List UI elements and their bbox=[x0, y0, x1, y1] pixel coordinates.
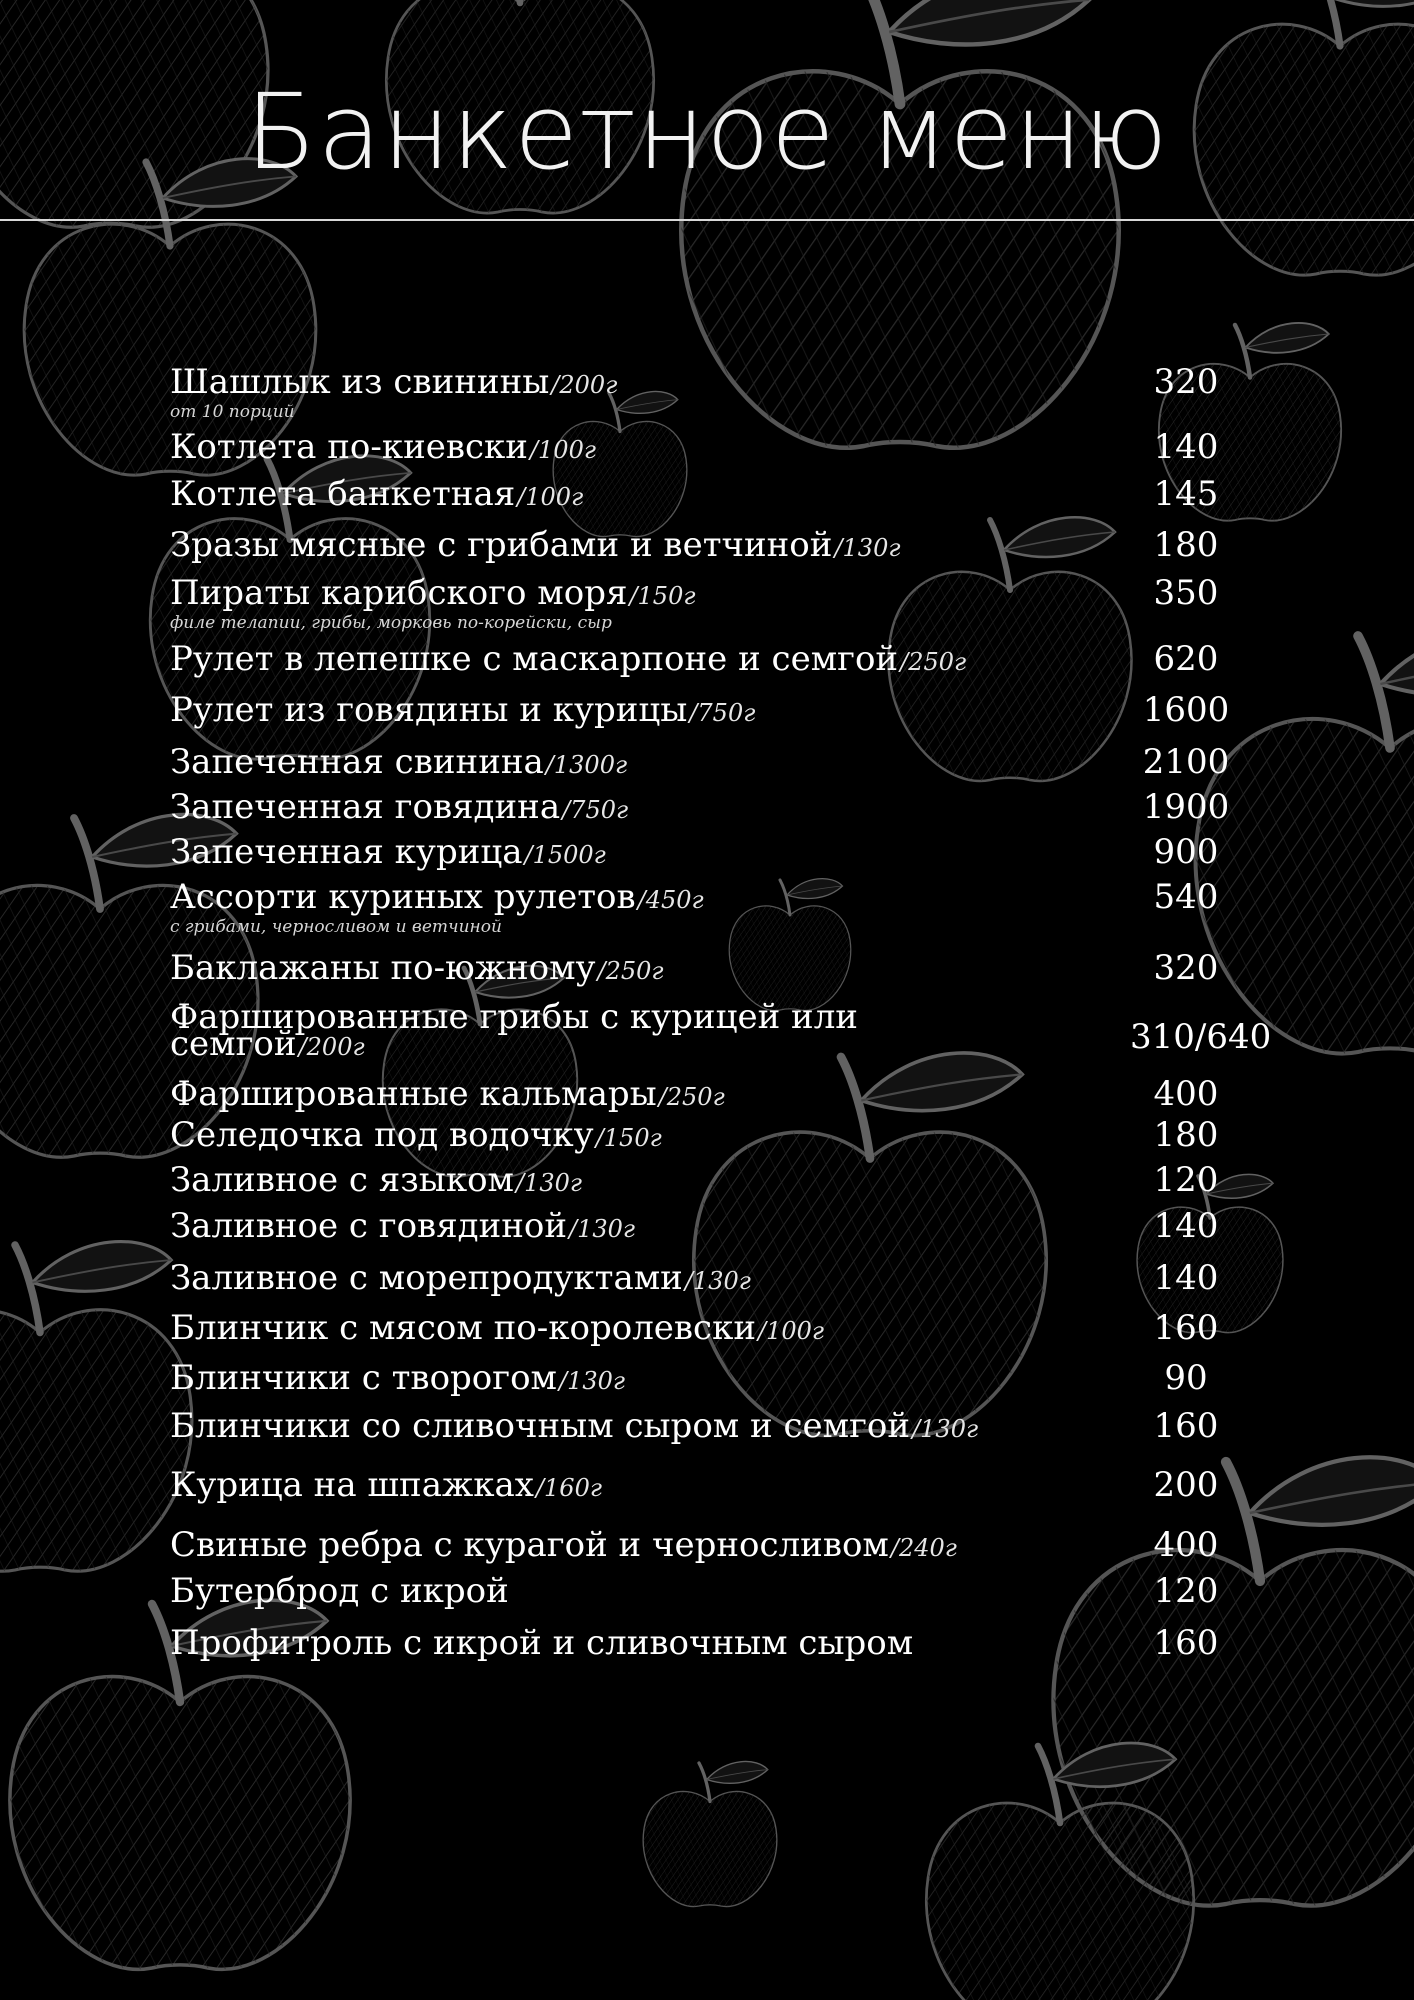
item-price: 160 bbox=[1153, 1623, 1219, 1663]
item-price: 400 bbox=[1153, 1525, 1219, 1565]
item-price: 320 bbox=[1153, 948, 1219, 988]
item-price: 310/640 bbox=[1130, 1017, 1272, 1057]
menu-item bbox=[170, 1465, 1280, 1505]
item-name bbox=[170, 997, 940, 1064]
menu-item bbox=[170, 832, 1280, 872]
menu-item bbox=[170, 525, 1280, 565]
item-name bbox=[170, 1308, 1280, 1348]
item-price: 160 bbox=[1153, 1406, 1219, 1446]
item-name bbox=[170, 362, 1280, 402]
item-name bbox=[170, 474, 1280, 514]
item-weight: /250г bbox=[658, 1083, 725, 1111]
menu-item bbox=[170, 997, 1280, 1064]
item-weight: /1500г bbox=[524, 841, 606, 869]
item-name-text: Селедочка под водочку bbox=[170, 1115, 594, 1155]
menu-item bbox=[170, 427, 1280, 467]
item-weight: /130г bbox=[515, 1169, 583, 1197]
item-price: 400 bbox=[1153, 1074, 1219, 1114]
item-weight: /130г bbox=[569, 1215, 636, 1243]
item-name-text: Бутерброд с икрой bbox=[170, 1571, 509, 1611]
item-name-text: Курица на шпажках bbox=[170, 1465, 534, 1505]
item-name-text: Запеченная говядина bbox=[170, 787, 561, 827]
item-name bbox=[170, 1623, 1280, 1663]
menu-item bbox=[170, 1115, 1280, 1155]
item-price: 900 bbox=[1153, 832, 1219, 872]
item-name bbox=[170, 877, 1280, 917]
item-price: 90 bbox=[1164, 1358, 1208, 1398]
item-name-text: Фаршированные грибы с курицей или семгой bbox=[170, 997, 858, 1064]
item-weight: /150г bbox=[595, 1124, 662, 1152]
item-price: 180 bbox=[1153, 1115, 1219, 1155]
item-description: филе телапии, грибы, морковь по-корейски, сыр bbox=[170, 613, 612, 633]
item-weight: /1300г bbox=[545, 751, 628, 779]
menu-item bbox=[170, 1308, 1280, 1348]
item-name bbox=[170, 1074, 1280, 1114]
menu-item bbox=[170, 1074, 1280, 1114]
item-weight: /130г bbox=[684, 1267, 751, 1295]
item-weight: /100г bbox=[529, 436, 596, 464]
item-name bbox=[170, 1571, 1280, 1611]
item-name-text: Рулет из говядины и курицы bbox=[170, 690, 688, 730]
page-title: Банкетное меню bbox=[245, 71, 1169, 193]
menu-item bbox=[170, 1160, 1280, 1200]
item-price: 140 bbox=[1153, 1258, 1219, 1298]
item-price: 120 bbox=[1153, 1571, 1219, 1611]
item-name-text: Запеченная курица bbox=[170, 832, 523, 872]
menu-item bbox=[170, 1206, 1280, 1246]
menu-item bbox=[170, 742, 1280, 782]
menu-item bbox=[170, 877, 1280, 937]
item-weight: /250г bbox=[597, 957, 664, 985]
menu-item bbox=[170, 1258, 1280, 1298]
item-price: 140 bbox=[1153, 427, 1219, 467]
item-name bbox=[170, 1406, 1280, 1446]
item-name-text: Блинчик с мясом по-королевски bbox=[170, 1308, 757, 1348]
item-name-text: Рулет в лепешке с маскарпоне и семгой bbox=[170, 639, 899, 679]
item-name-text: Заливное с морепродуктами bbox=[170, 1258, 683, 1298]
item-weight: /100г bbox=[517, 483, 584, 511]
item-weight: /200г bbox=[298, 1033, 365, 1061]
item-name-text: Баклажаны по-южному bbox=[170, 948, 596, 988]
menu-item bbox=[170, 1358, 1280, 1398]
menu-item bbox=[170, 474, 1280, 514]
item-price: 1600 bbox=[1142, 690, 1230, 730]
item-name-text: Котлета по-киевски bbox=[170, 427, 528, 467]
menu-item bbox=[170, 1623, 1280, 1663]
item-price: 620 bbox=[1153, 639, 1219, 679]
item-name bbox=[170, 1160, 1280, 1200]
item-name bbox=[170, 1115, 1280, 1155]
item-price: 120 bbox=[1153, 1160, 1219, 1200]
item-weight: /750г bbox=[562, 796, 629, 824]
item-name-text: Заливное с говядиной bbox=[170, 1206, 568, 1246]
item-weight: /250г bbox=[900, 648, 967, 676]
menu-item bbox=[170, 690, 1280, 730]
item-price: 540 bbox=[1153, 877, 1219, 917]
item-name bbox=[170, 639, 1280, 679]
item-name-text: Ассорти куриных рулетов bbox=[170, 877, 636, 917]
item-price: 180 bbox=[1153, 525, 1219, 565]
item-name bbox=[170, 1358, 1280, 1398]
item-name bbox=[170, 690, 1280, 730]
item-weight: /750г bbox=[689, 699, 756, 727]
item-name-text: Фаршированные кальмары bbox=[170, 1074, 657, 1114]
menu-item bbox=[170, 1571, 1280, 1611]
item-price: 160 bbox=[1153, 1308, 1219, 1348]
item-weight: /450г bbox=[637, 886, 704, 914]
item-name bbox=[170, 1465, 1280, 1505]
menu-item bbox=[170, 639, 1280, 679]
item-name bbox=[170, 948, 1280, 988]
item-weight: /240г bbox=[890, 1534, 957, 1562]
item-name-text: Блинчики с творогом bbox=[170, 1358, 557, 1398]
menu-item bbox=[170, 948, 1280, 988]
title-divider bbox=[0, 219, 1414, 221]
menu-item bbox=[170, 573, 1280, 633]
item-name-text: Пираты карибского моря bbox=[170, 573, 628, 613]
menu-item bbox=[170, 787, 1280, 827]
item-name bbox=[170, 427, 1280, 467]
item-price: 200 bbox=[1153, 1465, 1219, 1505]
item-price: 145 bbox=[1153, 474, 1219, 514]
item-name bbox=[170, 1258, 1280, 1298]
item-weight: /160г bbox=[535, 1474, 602, 1502]
item-name bbox=[170, 832, 1280, 872]
item-description: с грибами, черносливом и ветчиной bbox=[170, 917, 502, 937]
menu-item bbox=[170, 1406, 1280, 1446]
item-name-text: Котлета банкетная bbox=[170, 474, 516, 514]
item-name-text: Заливное с языком bbox=[170, 1160, 514, 1200]
item-weight: /130г bbox=[834, 534, 901, 562]
item-name-text: Блинчики со сливочным сыром и семгой bbox=[170, 1406, 911, 1446]
item-weight: /100г bbox=[758, 1317, 825, 1345]
item-name bbox=[170, 1206, 1280, 1246]
item-price: 350 bbox=[1153, 573, 1219, 613]
item-name bbox=[170, 1525, 1280, 1565]
item-name bbox=[170, 573, 1280, 613]
item-weight: /150г bbox=[629, 582, 696, 610]
item-name bbox=[170, 742, 1280, 782]
item-price: 140 bbox=[1153, 1206, 1219, 1246]
item-weight: /200г bbox=[551, 371, 618, 399]
item-name-text: Профитроль с икрой и сливочным сыром bbox=[170, 1623, 914, 1663]
item-name-text: Зразы мясные с грибами и ветчиной bbox=[170, 525, 833, 565]
item-weight: /130г bbox=[559, 1367, 626, 1395]
item-name-text: Запеченная свинина bbox=[170, 742, 544, 782]
menu-item bbox=[170, 362, 1280, 422]
item-name bbox=[170, 525, 1280, 565]
item-name-text: Свиные ребра с курагой и черносливом bbox=[170, 1525, 889, 1565]
item-name bbox=[170, 787, 1280, 827]
item-price: 1900 bbox=[1142, 787, 1230, 827]
item-name-text: Шашлык из свинины bbox=[170, 362, 550, 402]
item-weight: /130г bbox=[912, 1415, 979, 1443]
item-description: от 10 порций bbox=[170, 402, 295, 422]
menu-item bbox=[170, 1525, 1280, 1565]
item-price: 2100 bbox=[1142, 742, 1230, 782]
item-price: 320 bbox=[1153, 362, 1219, 402]
